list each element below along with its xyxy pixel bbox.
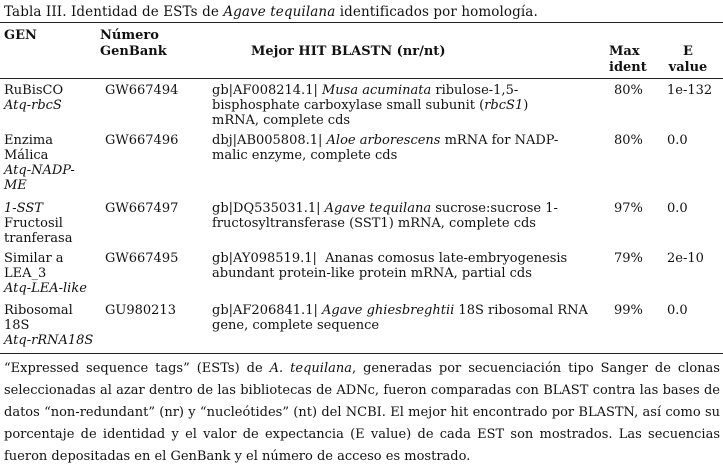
footnote-species: A. tequilana	[269, 361, 352, 376]
row2-hit-desc2: malic enzyme, complete cds	[212, 148, 398, 163]
table-footnote	[4, 358, 720, 468]
header-max	[609, 44, 647, 76]
table-caption	[4, 4, 538, 20]
row4-ident: 79%	[614, 251, 643, 266]
row3-ident: 97%	[614, 201, 643, 216]
header-numero	[100, 28, 167, 60]
row2-ident: 80%	[614, 133, 643, 148]
header-hit: Mejor HIT BLASTN (nr/nt)	[251, 44, 446, 59]
caption-suffix: identificados por homología.	[335, 4, 538, 20]
row4-gene	[4, 251, 87, 296]
footnote-part2: , generadas por secuenciación tipo Sanger de clonas seleccionadas al azar dentro de las bibliotecas de ADNc, fueron comparadas con BLAST contra las bases de datos “non-redundant” (nr) y “nucleótides” (nt) del NCBI. El mejor hit encontrado por BLASTN, así como su porcentaje de identidad y el valor de expectancia (E value) de cada EST son mostrados. Las secuencias fueron depositadas en el GenBank y el número de acceso es mostrado.	[4, 361, 720, 464]
row1-hit-gene: rbcS1	[484, 98, 524, 113]
row5-hit-desc1: 18S ribosomal RNA	[454, 303, 588, 318]
row5-hit	[212, 303, 607, 333]
row2-evalue: 0.0	[667, 133, 688, 148]
row4-gene-symbol: Atq-LEA-like	[4, 281, 87, 296]
row2-hit	[212, 133, 607, 163]
row1-gene-name: RuBisCO	[4, 83, 64, 98]
row3-hit-id: gb|DQ535031.1|	[212, 201, 325, 216]
row2-gene	[4, 133, 75, 193]
row2-gene-symbol1: Atq-NADP-	[4, 163, 75, 178]
row5-hit-id: gb|AF206841.1|	[212, 303, 322, 318]
header-evalue-line2: value	[668, 60, 708, 75]
row1-hit	[212, 83, 607, 128]
row4-evalue: 2e-10	[667, 251, 704, 266]
row2-gene-name1: Enzima	[4, 133, 53, 148]
row2-gene-symbol2: ME	[4, 178, 27, 193]
row1-hit-desc3: mRNA, complete cds	[212, 113, 351, 128]
row3-gene-name1: Fructosil	[4, 216, 63, 231]
row1-ident: 80%	[614, 83, 643, 98]
row5-hit-species: Agave ghiesbreghtii	[321, 303, 455, 318]
row1-gene-symbol: Atq-rbcS	[4, 98, 62, 113]
header-numero-line1: Número	[100, 28, 159, 43]
bottom-rule	[0, 353, 723, 354]
row3-hit-desc2: fructosyltransferase (SST1) mRNA, complete cds	[212, 216, 536, 231]
header-evalue-line1: E	[683, 44, 693, 59]
row5-evalue: 0.0	[667, 303, 688, 318]
footnote-part1: “Expressed sequence tags” (ESTs) de	[4, 361, 270, 376]
caption-prefix: Tabla III. Identidad de ESTs de	[4, 4, 224, 20]
row3-gene-name2: tranferasa	[4, 231, 73, 246]
row5-ident: 99%	[614, 303, 643, 318]
row2-hit-desc1: mRNA for NADP-	[440, 133, 559, 148]
row3-hit-species: Agave tequilana	[324, 201, 432, 216]
row5-gene-name1: Ribosomal	[4, 303, 73, 318]
row4-gene-name2: LEA_3	[4, 266, 47, 281]
row2-accession: GW667496	[105, 133, 179, 148]
row5-gene-name2: 18S	[4, 318, 30, 333]
header-rule	[0, 78, 723, 79]
row2-gene-name2: Málica	[4, 148, 49, 163]
row4-gene-name1: Similar a	[4, 251, 64, 266]
top-rule	[0, 22, 723, 23]
row1-hit-id: gb|AF008214.1|	[212, 83, 322, 98]
header-numero-line2: GenBank	[100, 44, 167, 59]
row3-evalue: 0.0	[667, 201, 688, 216]
row4-hit-line1: gb|AY098519.1| Ananas comosus late-embryogenesis	[212, 251, 568, 266]
header-max-line2: ident	[609, 60, 647, 75]
row1-hit-desc1: ribulose-1,5-	[431, 83, 519, 98]
caption-species: Agave tequilana	[223, 4, 336, 20]
row1-hit-species: Musa acuminata	[321, 83, 432, 98]
row1-hit-desc2: bisphosphate carboxylase small subunit (	[212, 98, 485, 113]
row5-gene-symbol: Atq-rRNA18S	[4, 333, 94, 348]
row2-hit-id: dbj|AB005808.1|	[212, 133, 327, 148]
row1-gene	[4, 83, 63, 113]
row5-accession: GU980213	[105, 303, 176, 318]
row4-hit-line2: abundant protein-like protein mRNA, partial cds	[212, 266, 532, 281]
row3-hit-desc1: sucrose:sucrose 1-	[431, 201, 558, 216]
header-gen: GEN	[4, 28, 37, 43]
row1-hit-desc2-end: )	[523, 98, 529, 113]
row3-gene-symbol: 1-SST	[4, 201, 43, 216]
header-evalue	[662, 44, 714, 76]
row5-hit-desc2: gene, complete sequence	[212, 318, 380, 333]
row1-evalue: 1e-132	[667, 83, 713, 98]
row5-gene	[4, 303, 93, 348]
row3-accession: GW667497	[105, 201, 179, 216]
row3-hit	[212, 201, 607, 231]
row3-gene	[4, 201, 72, 246]
row4-accession: GW667495	[105, 251, 179, 266]
row1-accession: GW667494	[105, 83, 179, 98]
row2-hit-species: Aloe arborescens	[326, 133, 441, 148]
header-max-line1: Max	[609, 44, 640, 59]
row4-hit	[212, 251, 607, 281]
